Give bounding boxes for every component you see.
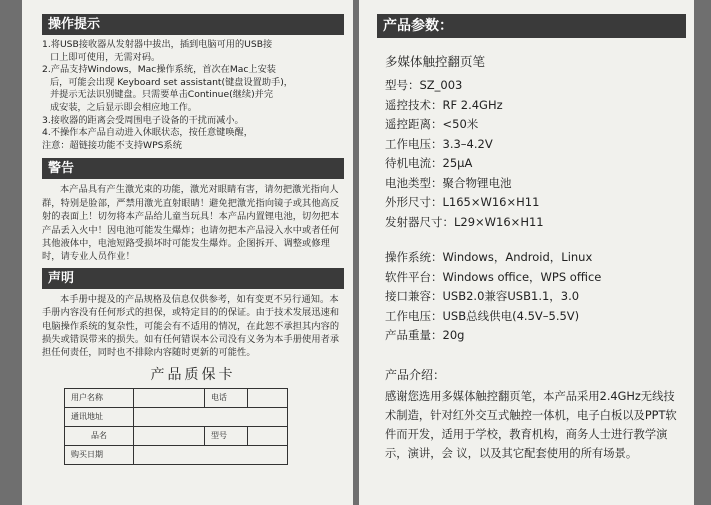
tips-line: 成安装，之后显示即会相应地工作。 bbox=[50, 101, 197, 113]
tips-line: 注意：超链接功能不支持WPS系统 bbox=[42, 139, 182, 151]
phone-field bbox=[248, 388, 288, 407]
spec-remote-tech: 遥控技术：RF 2.4GHz bbox=[385, 97, 503, 112]
spec-transmitter-size: 发射器尺寸：L29×W16×H11 bbox=[385, 214, 544, 229]
address-label: 通讯地址 bbox=[65, 407, 134, 426]
spec-interface: 接口兼容：USB2.0兼容USB1.1，3.0 bbox=[385, 289, 580, 303]
tips-line: 3.接收器的距离会受周围电子设备的干扰而减小。 bbox=[42, 114, 244, 126]
warning-text: 本产品具有产生激光束的功能，激光对眼睛有害，请勿把激光指向人群，特别是脸部，严禁用激光直射眼睛！避免把激光指向镜子或其他高反射的表面上！切勿将本产品给儿童当玩具！本产品内置锂电池，切勿把本产品丢入火中！因电池可能发生爆炸；也请勿把本产品浸入水中或者任何其他液体中，电池短路受损坏时可能发生爆炸。企图拆开、调整或修理时，请专业人员作业！ bbox=[42, 184, 340, 263]
spec-standby-current: 待机电流：25μA bbox=[385, 156, 473, 170]
tips-line: 并提示无法识别键盘。只需要单击Continue(继续)并完 bbox=[50, 89, 274, 101]
phone-label: 电话 bbox=[205, 388, 248, 407]
model-label: 型号 bbox=[205, 426, 248, 445]
product-name-label: 品名 bbox=[65, 426, 134, 445]
intro-heading: 产品介绍： bbox=[385, 367, 446, 382]
spec-weight: 产品重量：20g bbox=[385, 328, 465, 342]
user-name-label: 用户名称 bbox=[65, 388, 134, 407]
spec-dimensions: 外形尺寸：L165×W16×H11 bbox=[385, 195, 540, 209]
spec-software: 软件平台：Windows office，WPS office bbox=[385, 269, 602, 284]
product-name-field bbox=[134, 426, 205, 445]
tips-line: 后，可能会出现 Keyboard set assistant(键盘设置助手)， bbox=[50, 76, 293, 88]
left-manual-page bbox=[22, 0, 353, 505]
tips-line: 口上即可使用，无需对码。 bbox=[50, 51, 161, 63]
statement-heading: 声明 bbox=[42, 268, 344, 289]
spec-remote-distance: 遥控距离：<50米 bbox=[385, 117, 479, 131]
spec-voltage: 工作电压：3.3–4.2V bbox=[385, 136, 493, 151]
spec-model: 型号：SZ_003 bbox=[385, 78, 463, 92]
params-heading: 产品参数： bbox=[377, 14, 686, 38]
spec-list-software bbox=[385, 248, 682, 346]
tips-line: 1.将USB接收器从发射器中拔出，插到电脑可用的USB接 bbox=[42, 39, 273, 50]
user-name-field bbox=[134, 388, 205, 407]
warranty-card-title: 产品质保卡 bbox=[150, 366, 236, 383]
spec-os: 操作系统：Windows，Android，Linux bbox=[385, 250, 593, 264]
spec-work-voltage: 工作电压：USB总线供电(4.5V–5.5V) bbox=[385, 308, 580, 323]
spec-list-hardware bbox=[385, 76, 682, 232]
statement-text: 本手册中提及的产品规格及信息仅供参考，如有变更不另行通知。本手册内容没有任何形式的担保，或特定目的的保证。由于技术发展迅速和电脑操作系统的复杂性，可能会有不适用的情况，在此恕不承担其内容的损失或错误带来的损失。如有任何错误本公司没有义务为本手册使用者承担任何责任，同时也不排除内容随时更新的可能性。 bbox=[42, 293, 340, 359]
tips-heading: 操作提示 bbox=[42, 14, 344, 35]
address-field bbox=[134, 407, 288, 426]
intro-text: 感谢您选用多媒体触控翻页笔，本产品采用2.4GHz无线技术制造，针对红外交互式触控一体机，电子白板以及PPT软件而开发，适用于学校，教育机构，商务人士进行教学演示，演讲，会 议，以及其它配套使用的所有场景。 bbox=[385, 389, 677, 461]
purchase-date-field bbox=[134, 445, 288, 464]
product-title: 多媒体触控翻页笔 bbox=[385, 54, 486, 69]
model-field bbox=[248, 426, 288, 445]
right-manual-page bbox=[359, 0, 694, 505]
tips-line: 2.产品支持Windows，Mac操作系统，首次在Mac上安装 bbox=[42, 64, 276, 76]
purchase-date-label: 购买日期 bbox=[65, 445, 134, 464]
warranty-card-table bbox=[64, 388, 288, 465]
tips-list bbox=[42, 39, 344, 152]
spec-battery-type: 电池类型：聚合物锂电池 bbox=[385, 175, 512, 190]
tips-line: 4.不操作本产品自动进入休眠状态，按任意键唤醒， bbox=[42, 127, 253, 139]
warning-heading: 警告 bbox=[42, 158, 344, 179]
